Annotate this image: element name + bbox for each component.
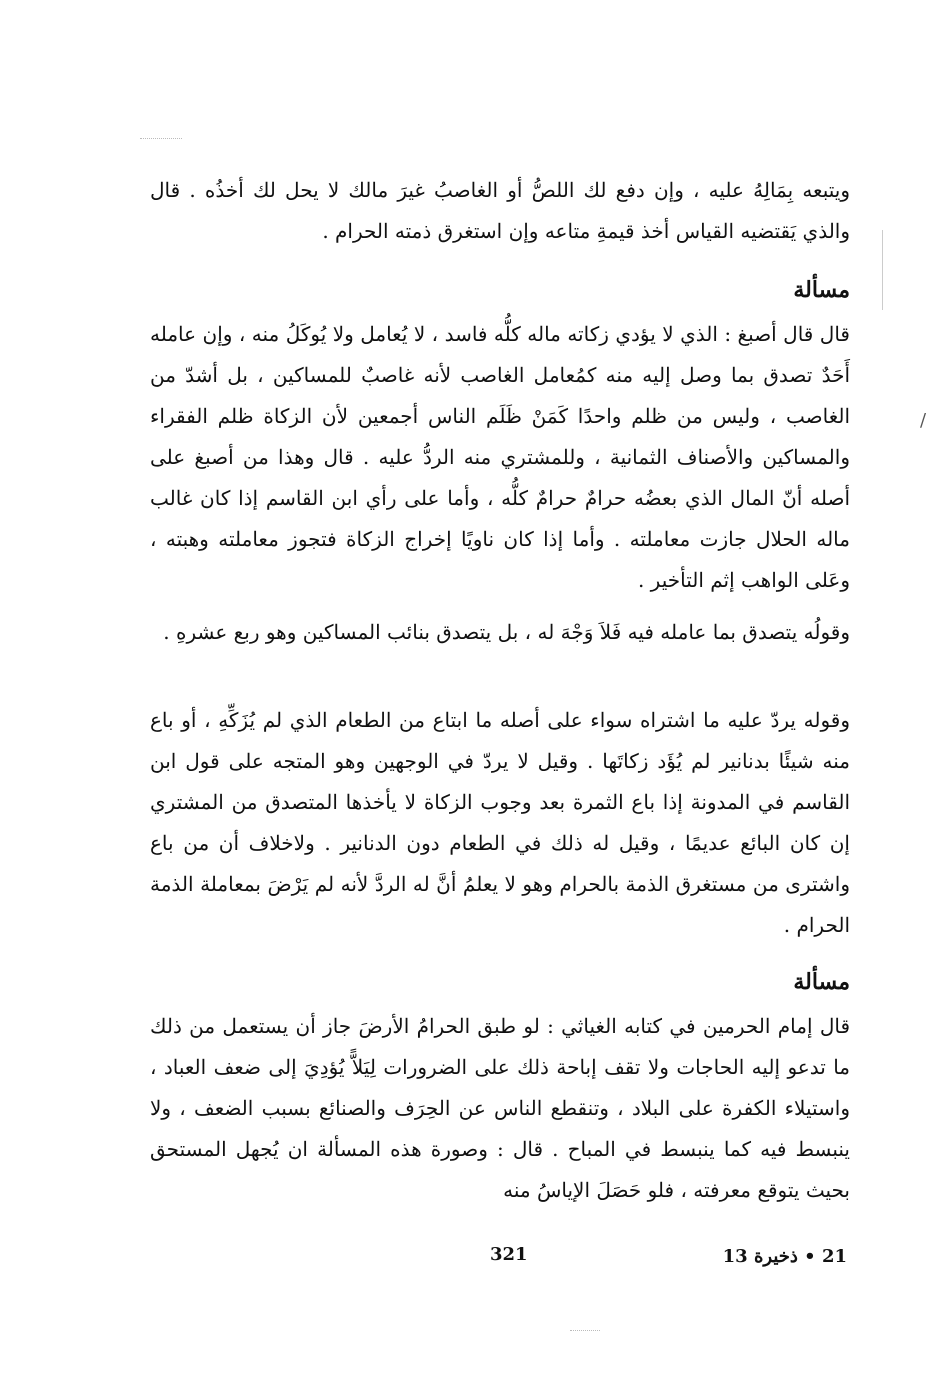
paragraph-asbagh: قال قال أصبغ : الذي لا يؤدي زكاته ماله كلُّه فاسد ، لا يُعامل ولا يُوكَلُ منه ، وإن عامله أَحَدٌ تصدق بما وصل إليه منه كمُعامل الغاصب لأنه غاصبٌ للمساكين ، بل أشدّ من الغاصب ، وليس من ظلم واحدًا كَمَنْ ظَلَم الناس أجمعين لأن الزكاة ظلم الفقراء والمساكين والأصناف الثمانية ، وللمشتري منه الردُّ عليه . قال وهذا من أصبغ على أصله أنّ المال الذي بعضُه حرامٌ حرامٌ كلُّه ، وأما على رأي ابن القاسم إذا كان غالب ماله الحلال جازت معاملته . وأما إذا كان ناويًا إخراج الزكاة فتجوز معاملته وهبته ، وعَلى الواهب إثم التأخير . (150, 322, 850, 592)
paragraph-opening: ويتبعه بِمَالِهُ عليه ، وإن دفع لك اللصُّ أو الغاصبُ غيرَ مالك لا يحل لك أخذُه . قال والذي يَقتضيه القياس أخذ قيمةِ متاعه وإن استغرق ذمته الحرام . (150, 178, 850, 243)
margin-slash-mark: / (920, 410, 927, 431)
section-heading-1: مسألة (793, 277, 850, 303)
margin-rule (882, 230, 883, 310)
signature-mark: 21 • ذخيرة 13 (722, 1246, 847, 1267)
top-dotted-mark (140, 138, 182, 141)
page-number: 321 (490, 1244, 528, 1265)
paragraph-ghiyathi: قال إمام الحرمين في كتابه الغياثي : لو طبق الحرامُ الأرضَ جاز أن يستعمل من ذلك ما تدعو إليه الحاجات ولا تقف إباحة ذلك على الضرورات لِيَلاًّ يُؤدِيَ إلى ضعف العباد ، واستيلاء الكفرة على البلاد ، وتنقطع الناس عن الحِرَف والصنائع بسبب الضعف ، ولا ينبسط فيه كما ينبسط في المباح . قال : وصورة هذه المسألة ان يُجهل المستحق بحيث يتوقع معرفته ، فلو حَصَلَ الإياسُ منه (150, 1014, 850, 1202)
paragraph-radd: وقوله يردّ عليه ما اشتراه سواء على أصله ما ابتاع من الطعام الذي لم يُزَكِّهِ ، أو باع منه شيئًا بدنانير لم يُؤَد زكاتَها . وقيل لا يردّ في الوجهين وهو المتجه على قول ابن القاسم في المدونة إذا باع الثمرة بعد وجوب الزكاة لا يأخذها المتصدق من المشتري إن كان البائع عديمًا ، وقيل له ذلك في الطعام دون الدنانير . ولاخلاف أن من باع واشترى من مستغرق الذمة بالحرام وهو لا يعلمُ أنَّ له الردَّ لأنه لم يَرْضَ بمعاملة الذمة الحرام . (150, 708, 851, 937)
section-heading-2: مسألة (793, 969, 850, 995)
paragraph-tasaddaq: وقولُه يتصدق بما عامله فيه فَلاَ وَجْهَ له ، بل يتصدق بنائب المساكين وهو ربع عشرهِ . (163, 620, 850, 644)
bottom-dotted-mark (570, 1330, 600, 1331)
